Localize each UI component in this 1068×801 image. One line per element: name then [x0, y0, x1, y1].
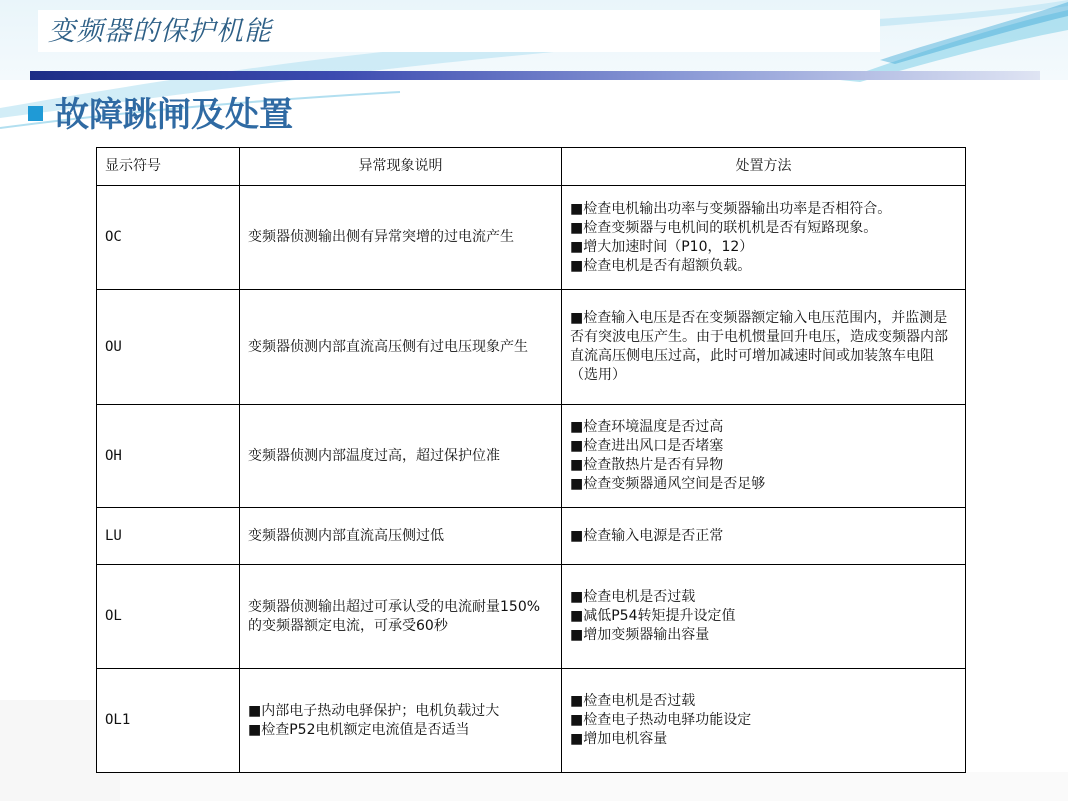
- description-line: ■内部电子热动电驿保护；电机负载过大: [248, 702, 500, 719]
- fault-description: [240, 508, 562, 565]
- fault-actions: [562, 565, 966, 669]
- action-line: ■检查电机是否有超额负载。: [570, 257, 752, 274]
- description-line: 变频器侦测内部温度过高，超过保护位准: [248, 447, 500, 464]
- fault-description: [240, 405, 562, 508]
- table-row: [97, 405, 966, 508]
- table-row: [97, 290, 966, 405]
- table-header-row: [97, 148, 966, 186]
- section-title: 故障跳闸及处置: [55, 94, 293, 135]
- action-line: ■检查环境温度是否过高: [570, 419, 724, 435]
- description-line: 变频器侦测内部直流高压侧有过电压现象产生: [248, 338, 528, 355]
- action-line: ■增大加速时间（P10，12）: [570, 238, 754, 255]
- slide-title: 变频器的保护机能: [48, 16, 272, 47]
- action-line: ■检查变频器通风空间是否足够: [570, 476, 766, 492]
- column-header-description: 异常现象说明: [240, 148, 562, 186]
- fault-code: OL1: [97, 669, 240, 773]
- action-line: ■检查电机输出功率与变频器输出功率是否相符合。: [570, 200, 892, 217]
- column-header-action: 处置方法: [562, 148, 966, 186]
- column-header-code: 显示符号: [97, 148, 240, 186]
- square-bullet-icon: [28, 106, 43, 121]
- table-row: [97, 669, 966, 773]
- fault-actions: [562, 290, 966, 405]
- description-line: 变频器侦测输出超过可承认受的电流耐量150%的变频器额定电流，可承受60秒: [248, 598, 541, 634]
- section-heading: [28, 86, 293, 136]
- fault-description: [240, 669, 562, 773]
- fault-description: [240, 186, 562, 290]
- fault-description: [240, 290, 562, 405]
- action-line: ■检查电机是否过载: [570, 693, 696, 709]
- action-line: ■增加电机容量: [570, 731, 668, 747]
- fault-code: OU: [97, 290, 240, 405]
- background-patch-bottom: [120, 772, 1068, 801]
- fault-table: [96, 147, 966, 773]
- action-line: ■检查电机是否过载: [570, 589, 696, 605]
- fault-code: LU: [97, 508, 240, 565]
- fault-actions: [562, 508, 966, 565]
- table-row: [97, 565, 966, 669]
- action-line: ■检查输入电压是否在变频器额定输入电压范围内，并监测是否有突波电压产生。由于电机惯量回升电压，造成变频器内部直流高压侧电压过高，此时可增加减速时间或加装煞车电阻（选用）: [570, 310, 948, 383]
- fault-actions: [562, 186, 966, 290]
- fault-actions: [562, 405, 966, 508]
- table-row: [97, 508, 966, 565]
- description-line: 变频器侦测内部直流高压侧过低: [248, 527, 444, 544]
- action-line: ■减低P54转矩提升设定值: [570, 608, 736, 624]
- description-line: ■检查P52电机额定电流值是否适当: [248, 721, 470, 738]
- fault-actions: [562, 669, 966, 773]
- action-line: ■增加变频器输出容量: [570, 627, 710, 643]
- action-line: ■检查输入电源是否正常: [570, 527, 724, 544]
- table-row: [97, 186, 966, 290]
- action-line: ■检查变频器与电机间的联机机是否有短路现象。: [570, 219, 878, 236]
- description-line: 变频器侦测输出侧有异常突增的过电流产生: [248, 229, 514, 245]
- action-line: ■检查散热片是否有异物: [570, 457, 724, 473]
- fault-code: OC: [97, 186, 240, 290]
- action-line: ■检查电子热动电驿功能设定: [570, 712, 752, 728]
- fault-code: OL: [97, 565, 240, 669]
- action-line: ■检查进出风口是否堵塞: [570, 438, 724, 454]
- fault-description: [240, 565, 562, 669]
- title-underline-bar: [30, 71, 1040, 80]
- fault-code: OH: [97, 405, 240, 508]
